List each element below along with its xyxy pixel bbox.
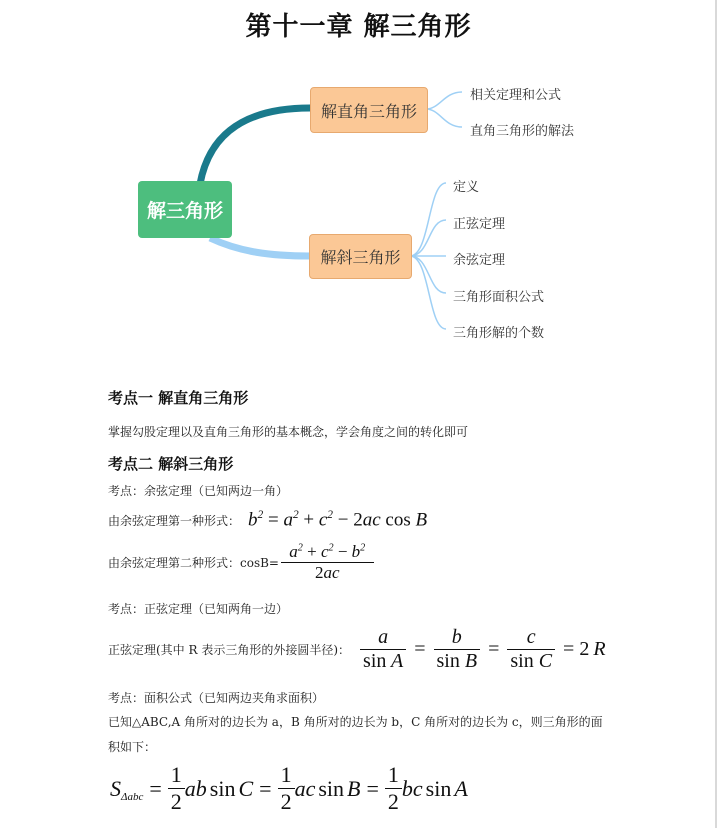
cosine-form-1-row: [108, 509, 427, 531]
mindmap-leaf: 直角三角形的解法: [470, 124, 575, 139]
cosine-topic-text: 考点：余弦定理（已知两边一角）: [108, 484, 289, 498]
connector-branch-2: [210, 238, 310, 256]
section-heading-1: 考点一 解直角三角形: [108, 389, 249, 407]
area-topic-text: 考点：面积公式（已知两边夹角求面积）: [108, 691, 325, 705]
sine-law-formula: $\frac{a}{\text{sin A}}$ = $\frac{b}{\text{sin B}}$ = $\frac{c}{\text{sin C}}$ = 2 R: [356, 626, 606, 673]
cosine-form-1-label: 由余弦定理第一种形式：: [108, 513, 241, 528]
cosine-form-2-row: [108, 542, 374, 583]
page-title: 第十一章 解三角形: [245, 12, 472, 42]
section-1-text: 掌握勾股定理以及直角三角形的基本概念，学会角度之间的转化即可: [108, 425, 469, 439]
area-description-line-1: 已知△ABC,A 角所对的边长为 a，B 角所对的边长为 b，C 角所对的边长为 c，则三角形的面: [108, 715, 603, 729]
mindmap-branch-right-triangle: 解直角三角形: [310, 87, 428, 133]
connector-leaf-2: [426, 109, 462, 127]
mind-map: [0, 0, 717, 360]
cosine-law-formula-2: $\frac{a^2 + c^2 - b^2}{2ac}$: [281, 542, 374, 583]
mindmap-leaf: 余弦定理: [453, 253, 506, 268]
cosine-form-2-label: 由余弦定理第二种形式：cosB=: [108, 556, 279, 570]
sine-topic-text: 考点：正弦定理（已知两角一边）: [108, 602, 289, 616]
area-description-line-2: 积如下：: [108, 740, 157, 754]
area-formula-row: [110, 762, 468, 815]
sine-law-label: 正弦定理(其中 R 表示三角形的外接圆半径)：: [108, 643, 351, 657]
mindmap-leaf: 三角形解的个数: [453, 326, 545, 341]
triangle-area-formula: S $_{\Delta abc}$ = $\frac{1}{2}$ ab sin C = $\frac{1}{2}$ ac sin B = $\frac{1}{2}$ bc sin A: [110, 762, 468, 814]
mindmap-branch-oblique-triangle: 解斜三角形: [309, 234, 412, 279]
connector-leaf-1: [426, 92, 462, 109]
mindmap-leaf: 相关定理和公式: [470, 88, 562, 103]
mindmap-root-node: 解三角形: [138, 181, 232, 238]
cosine-law-formula-1: $b^2 = a^2 + c^2 - 2ac$ cos B: [248, 509, 428, 531]
sine-law-row: [108, 626, 606, 673]
mindmap-leaf: 正弦定理: [453, 217, 506, 232]
mindmap-leaf: 三角形面积公式: [453, 290, 545, 305]
connector-branch-1: [200, 108, 310, 184]
section-heading-2: 考点二 解斜三角形: [108, 455, 234, 473]
connector-leaf-3: [410, 183, 446, 256]
mind-map-connectors: [0, 0, 717, 360]
mindmap-leaf: 定义: [453, 180, 480, 195]
